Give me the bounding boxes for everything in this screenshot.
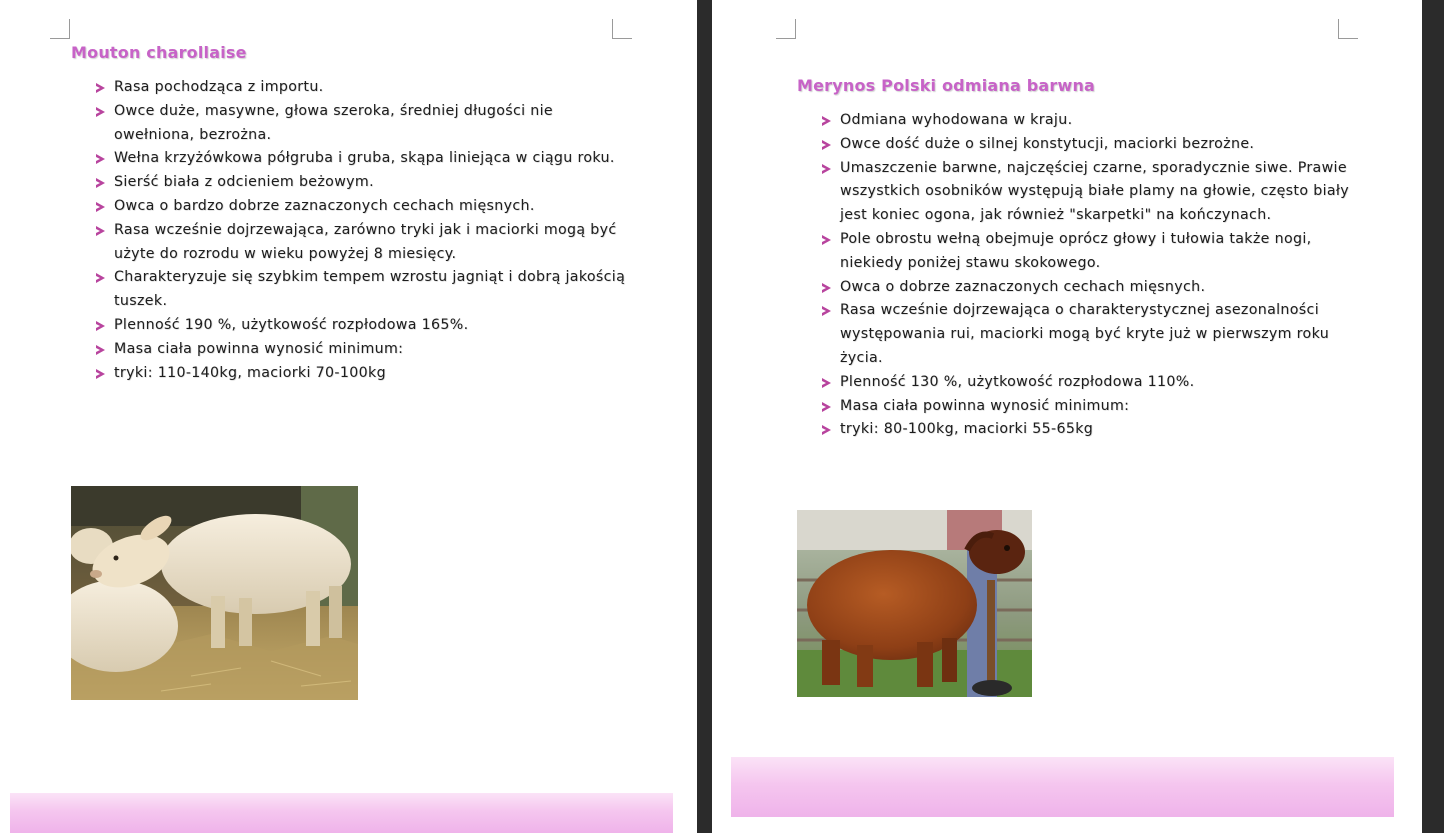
footer-decorative-band xyxy=(731,757,1394,817)
document-page-right xyxy=(712,0,1422,833)
list-item: Rasa wcześnie dojrzewająca, zarówno tryki jak i maciorki mogą być użyte do rozrodu w wieku powyżej 8 miesięcy. xyxy=(71,219,631,267)
crop-mark-top-right xyxy=(1338,19,1358,39)
arrow-bullet-icon xyxy=(96,273,105,283)
list-item: Owce dość duże o silnej konstytucji, maciorki bezrożne. xyxy=(797,133,1357,157)
merino-sheep-photo xyxy=(797,510,1032,697)
arrow-bullet-icon xyxy=(96,202,105,212)
arrow-bullet-icon xyxy=(822,164,831,174)
list-item: Masa ciała powinna wynosić minimum: xyxy=(71,338,631,362)
crop-mark-top-right xyxy=(612,19,632,39)
list-item: Charakteryzuje się szybkim tempem wzrostu jagniąt i dobrą jakością tuszek. xyxy=(71,266,631,314)
arrow-bullet-icon xyxy=(96,83,105,93)
arrow-bullet-icon xyxy=(822,425,831,435)
arrow-bullet-icon xyxy=(96,369,105,379)
arrow-bullet-icon xyxy=(822,235,831,245)
arrow-bullet-icon xyxy=(822,116,831,126)
list-item: Sierść biała z odcieniem beżowym. xyxy=(71,171,631,195)
footer-decorative-band xyxy=(10,793,673,833)
arrow-bullet-icon xyxy=(822,378,831,388)
arrow-bullet-icon xyxy=(96,321,105,331)
arrow-bullet-icon xyxy=(96,107,105,117)
list-item: Plenność 130 %, użytkowość rozpłodowa 110%. xyxy=(797,371,1357,395)
list-item: Rasa pochodząca z importu. xyxy=(71,76,631,100)
list-item: Umaszczenie barwne, najczęściej czarne, sporadycznie siwe. Prawie wszystkich osobników występują białe plamy na głowie, często biały jest koniec ogona, jak również "skarpetki" na kończynach. xyxy=(797,157,1357,228)
arrow-bullet-icon xyxy=(96,154,105,164)
list-item: Owca o bardzo dobrze zaznaczonych cechach mięsnych. xyxy=(71,195,631,219)
arrow-bullet-icon xyxy=(822,306,831,316)
list-item: Owca o dobrze zaznaczonych cechach mięsnych. xyxy=(797,276,1357,300)
viewport-edge xyxy=(1422,0,1444,833)
arrow-bullet-icon xyxy=(822,283,831,293)
breed-features-list xyxy=(797,109,1357,442)
arrow-bullet-icon xyxy=(96,226,105,236)
crop-mark-top-left xyxy=(50,19,70,39)
arrow-bullet-icon xyxy=(822,140,831,150)
charollais-sheep-photo xyxy=(71,486,358,700)
breed-heading: Merynos Polski odmiana barwna xyxy=(797,76,1096,95)
list-item: Pole obrostu wełną obejmuje oprócz głowy i tułowia także nogi, niekiedy poniżej stawu skokowego. xyxy=(797,228,1357,276)
list-item: Plenność 190 %, użytkowość rozpłodowa 165%. xyxy=(71,314,631,338)
list-item: Wełna krzyżówkowa półgruba i gruba, skąpa liniejąca w ciągu roku. xyxy=(71,147,631,171)
arrow-bullet-icon xyxy=(96,178,105,188)
breed-features-list xyxy=(71,76,631,385)
arrow-bullet-icon xyxy=(822,402,831,412)
list-item: Owce duże, masywne, głowa szeroka, średniej długości nie owełniona, bezrożna. xyxy=(71,100,631,148)
breed-heading: Mouton charollaise xyxy=(71,43,247,62)
list-item: Masa ciała powinna wynosić minimum: xyxy=(797,395,1357,419)
document-page-left xyxy=(0,0,697,833)
crop-mark-top-left xyxy=(776,19,796,39)
arrow-bullet-icon xyxy=(96,345,105,355)
list-item: Odmiana wyhodowana w kraju. xyxy=(797,109,1357,133)
list-item: tryki: 110-140kg, maciorki 70-100kg xyxy=(71,362,631,386)
list-item: Rasa wcześnie dojrzewająca o charakterystycznej asezonalności występowania rui, maciorki mogą być kryte już w pierwszym roku życia. xyxy=(797,299,1357,370)
list-item: tryki: 80-100kg, maciorki 55-65kg xyxy=(797,418,1357,442)
